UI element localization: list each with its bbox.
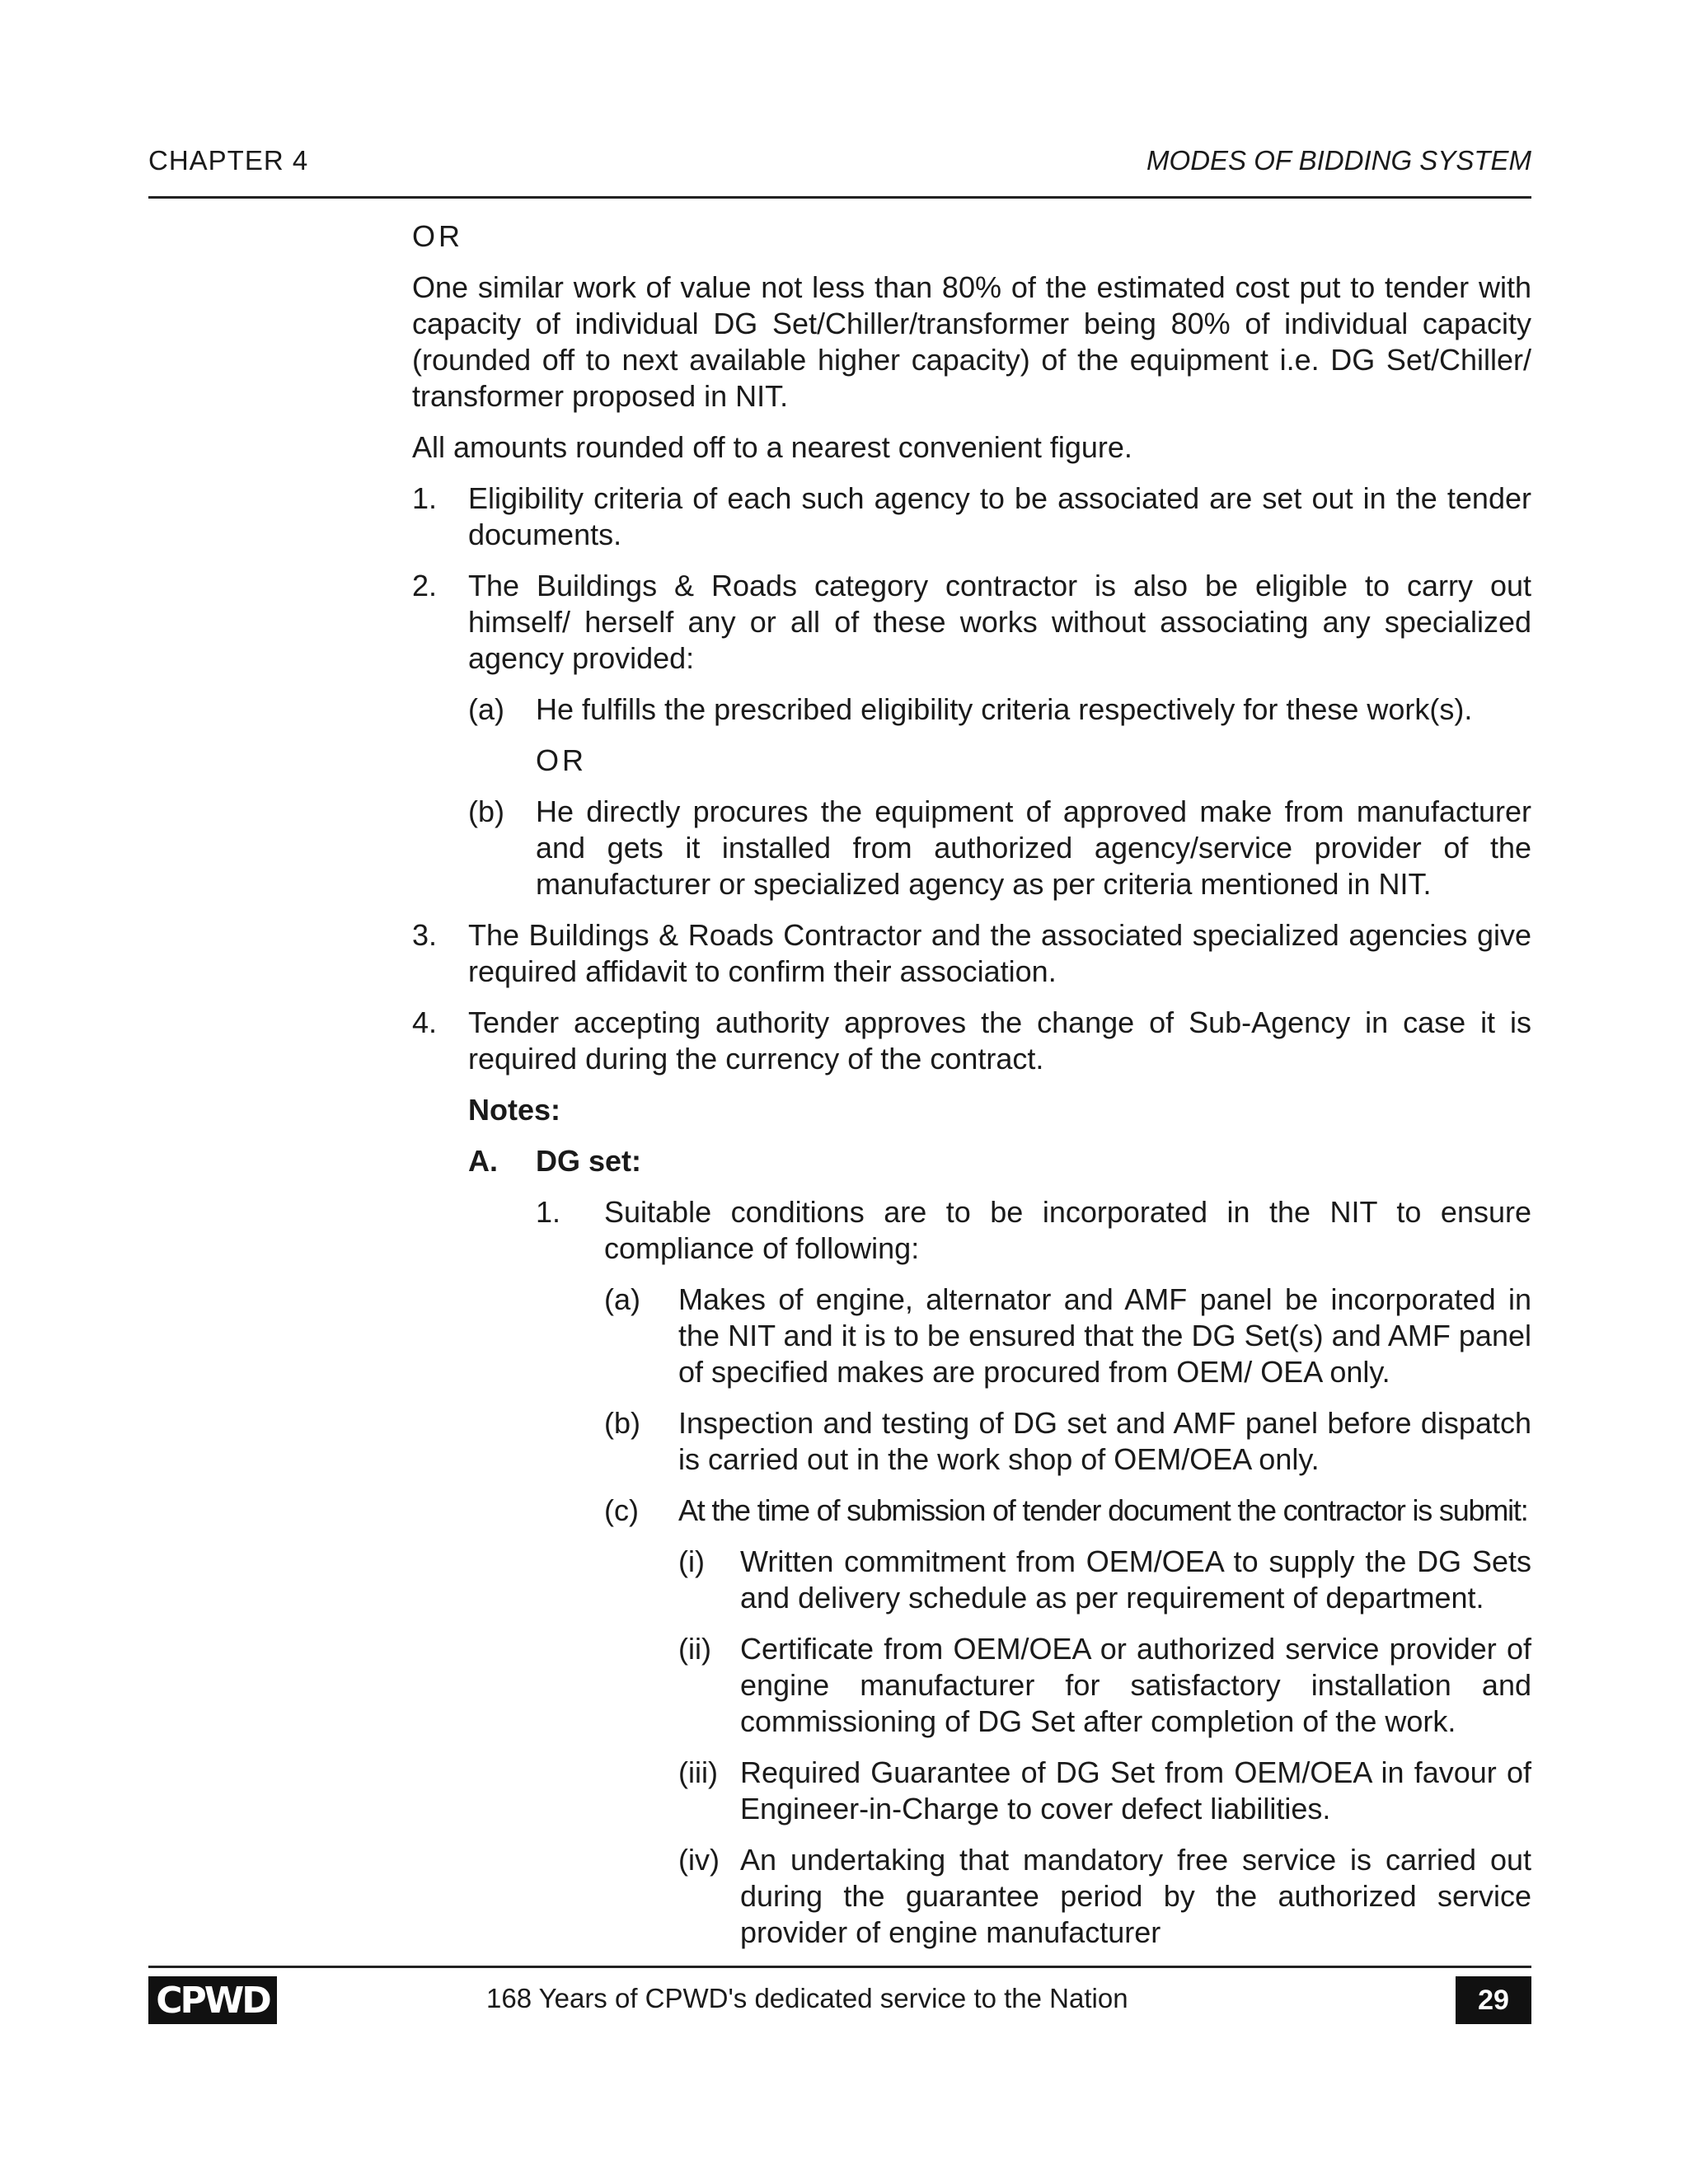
sub-list-number: (a) — [468, 692, 504, 726]
dg-sub-number: (a) — [604, 1282, 640, 1316]
sub-list-text: He directly procures the equipment of approved make from manufacturer and gets it installed from authorized agency/service provider of the manufacturer or specialized agency as per criteria mentioned in NIT. — [536, 794, 1531, 901]
or-separator: OR — [412, 219, 463, 253]
logo-text: CPWD — [156, 1979, 270, 2022]
dg-list-text: Suitable conditions are to be incorporated in the NIT to ensure compliance of following: — [604, 1195, 1531, 1265]
sub-list-text: He fulfills the prescribed eligibility criteria respectively for these work(s). — [536, 692, 1473, 726]
notes-heading: Notes: — [468, 1093, 561, 1127]
footer-tagline: 168 Years of CPWD's dedicated service to the Nation — [486, 1983, 1128, 2013]
list-text: The Buildings & Roads Contractor and the associated specialized agencies give required affidavit to confirm their association. — [468, 918, 1531, 988]
dg-sub-item — [604, 1282, 1531, 1390]
page-header — [148, 140, 1531, 181]
paragraph-amounts: All amounts rounded off to a nearest convenient figure. — [412, 430, 1132, 464]
chapter-label: CHAPTER 4 — [148, 145, 309, 176]
dg-sub-number: (b) — [604, 1406, 640, 1440]
dg-roman-text: Certificate from OEM/OEA or authorized service provider of engine manufacturer for satisfactory installation and commissioning of DG Set after completion of the work. — [740, 1632, 1531, 1738]
dg-roman-text: Written commitment from OEM/OEA to supply the DG Sets and delivery schedule as per requirement of department. — [740, 1544, 1531, 1615]
dg-roman-text: An undertaking that mandatory free service is carried out during the guarantee period by the authorized service provider of engine manufacturer — [740, 1843, 1531, 1949]
dg-roman-text: Required Guarantee of DG Set from OEM/OEA in favour of Engineer-in-Charge to cover defect liabilities. — [740, 1755, 1531, 1825]
dg-roman-number: (iv) — [678, 1843, 720, 1877]
list-number: 4. — [412, 1005, 438, 1039]
dg-roman-item — [678, 1631, 1531, 1740]
list-item — [412, 480, 1531, 553]
dg-sub-text: Inspection and testing of DG set and AMF panel before dispatch is carried out in the work shop of OEM/OEA only. — [678, 1406, 1531, 1476]
or-separator: OR — [536, 743, 587, 777]
dg-roman-item — [678, 1544, 1531, 1616]
list-text: Tender accepting authority approves the change of Sub-Agency in case it is required during the currency of the contract. — [468, 1005, 1531, 1076]
dg-roman-number: (i) — [678, 1544, 705, 1578]
note-a-label: A. — [468, 1144, 498, 1178]
dg-roman-number: (iii) — [678, 1755, 718, 1789]
footer-divider — [148, 1966, 1531, 1968]
list-text: The Buildings & Roads category contractor is also be eligible to carry out himself/ herself any or all of these works without associating any specialized agency provided: — [468, 569, 1531, 675]
dg-roman-item — [678, 1842, 1531, 1951]
dg-list-item — [536, 1194, 1531, 1267]
note-a-title: DG set: — [536, 1144, 642, 1178]
dg-sub-item — [604, 1405, 1531, 1478]
section-title: MODES OF BIDDING SYSTEM — [1146, 145, 1531, 176]
list-number: 3. — [412, 918, 438, 952]
dg-sub-number: (c) — [604, 1493, 639, 1527]
dg-sub-text: At the time of submission of tender document the contractor is submit: — [678, 1493, 1528, 1527]
dg-roman-number: (ii) — [678, 1632, 711, 1666]
cpwd-logo — [148, 1976, 277, 2024]
page-number: 29 — [1456, 1976, 1531, 2024]
list-item — [412, 1005, 1531, 1077]
list-item — [412, 917, 1531, 990]
dg-sub-text: Makes of engine, alternator and AMF panel be incorporated in the NIT and it is to be ensured that the DG Set(s) and AMF panel of specified makes are procured from OEM/ OEA only. — [678, 1282, 1531, 1389]
sub-list-item — [468, 794, 1531, 902]
list-item — [412, 568, 1531, 677]
dg-sub-item — [604, 1493, 1531, 1529]
paragraph-similar-work: One similar work of value not less than 80% of the estimated cost put to tender with capacity of individual DG Set/Chiller/transformer being 80% of individual capacity (rounded off to next available higher capacity) of the equipment i.e. DG Set/Chiller/ transformer proposed in NIT. — [412, 270, 1531, 413]
sub-list-number: (b) — [468, 794, 504, 828]
dg-list-number: 1. — [536, 1195, 561, 1229]
list-number: 1. — [412, 481, 438, 515]
page-content — [412, 218, 1531, 1966]
sub-list-item — [468, 691, 1531, 728]
list-text: Eligibility criteria of each such agency to be associated are set out in the tender documents. — [468, 481, 1531, 551]
note-a-heading — [468, 1143, 1531, 1179]
header-divider — [148, 196, 1531, 199]
list-number: 2. — [412, 569, 438, 602]
dg-roman-item — [678, 1755, 1531, 1827]
